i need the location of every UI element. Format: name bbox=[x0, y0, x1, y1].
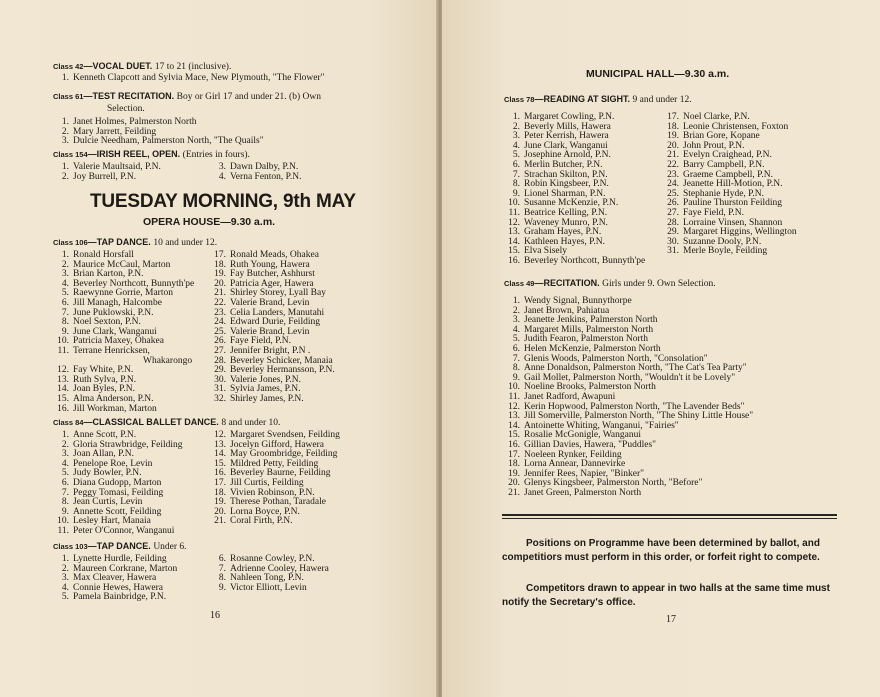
entry-name: Terrane Henricksen, bbox=[73, 345, 150, 356]
entry-name: Merlin Butcher, P.N. bbox=[524, 159, 603, 170]
ballot-notice: Positions on Programme have been determined by ballot, and competitiors must perform in this order, or forfeit right to compete. bbox=[502, 538, 820, 563]
entry-name: Beverly Mills, Hawera bbox=[524, 121, 611, 132]
entry-number: 9. bbox=[512, 188, 520, 199]
entry-name: Annette Scott, Feilding bbox=[73, 506, 162, 517]
entry-number: 9. bbox=[218, 582, 226, 593]
entry-name: Jill Curtis, Feilding bbox=[230, 477, 304, 488]
entry-column bbox=[53, 163, 161, 182]
entry-number: 14. bbox=[508, 420, 520, 431]
entry-number: 3. bbox=[61, 136, 69, 147]
entry-number: 19. bbox=[214, 497, 226, 508]
entry-number: 10. bbox=[508, 382, 520, 393]
entry-name: Elva Sisely bbox=[524, 246, 568, 257]
entry-number: 9. bbox=[61, 506, 69, 517]
entry-name: Brian Karton, P.N. bbox=[73, 269, 144, 280]
entry-name: Dulcie Needham, Palmerston North, "The Quails" bbox=[73, 136, 264, 147]
class-header: Class 49—RECITATION. Girls under 9. Own Selection. bbox=[504, 278, 716, 289]
entry-number: 9. bbox=[512, 372, 520, 383]
entry-name: June Clark, Wanganui bbox=[73, 326, 157, 337]
entry-name: Sylvia James, P.N. bbox=[230, 384, 301, 395]
entry-name: Lynette Hurdle, Feilding bbox=[73, 554, 167, 564]
entry-number: 13. bbox=[508, 227, 520, 238]
entry-number: 1. bbox=[61, 250, 69, 260]
entry-number: 1. bbox=[61, 73, 69, 83]
entry-number: 15. bbox=[214, 458, 226, 469]
entry-name: Janet Brown, Pahiatua bbox=[524, 305, 610, 316]
class-header: Class 61—TEST RECITATION. Boy or Girl 17 and under 21. (b) Own bbox=[53, 91, 321, 102]
entry-number: 12. bbox=[508, 401, 520, 412]
entry-list bbox=[504, 297, 753, 498]
entry-number: 18. bbox=[667, 121, 679, 132]
entry-number: 8. bbox=[61, 497, 69, 508]
entry-row bbox=[504, 257, 645, 267]
entry-number: 14. bbox=[508, 236, 520, 247]
entry-row bbox=[53, 173, 161, 183]
entry-name: Ronald Meads, Ohakea bbox=[230, 250, 319, 260]
entry-name: Beatrice Kelling, P.N. bbox=[524, 207, 608, 218]
entry-name: Valerie Jones, P.N. bbox=[230, 374, 301, 385]
entry-number: 15. bbox=[508, 430, 520, 441]
entry-number: 12. bbox=[57, 365, 69, 376]
entry-number: 4. bbox=[512, 140, 520, 151]
entry-number: 29. bbox=[667, 227, 679, 238]
entry-number: 1. bbox=[61, 117, 69, 127]
entry-name: Margaret Svendsen, Feilding bbox=[230, 430, 340, 440]
entry-name: Noel Clarke, P.N. bbox=[683, 112, 750, 122]
entry-name: Beverley Baurne, Feilding bbox=[230, 468, 331, 479]
entry-number: 21. bbox=[667, 150, 679, 161]
entry-name: Gillian Davies, Hawera, "Puddles" bbox=[524, 439, 657, 450]
entry-name: Jennifer Bright, P.N . bbox=[230, 345, 311, 356]
entry-number: 10. bbox=[508, 198, 520, 209]
secretary-notice: Competitors drawn to appear in two halls at the same time must notify the Secretary's office. bbox=[502, 583, 830, 608]
entry-name: Josephine Arnold, P.N. bbox=[524, 150, 611, 161]
entry-name: Whakarongo bbox=[143, 355, 193, 366]
entry-name: Stephanie Hyde, P.N. bbox=[683, 188, 765, 199]
entry-name: Noeline Brooks, Palmerston North bbox=[524, 382, 656, 393]
entry-name: Faye Field, P.N. bbox=[683, 207, 744, 218]
entry-number: 17. bbox=[214, 250, 226, 260]
entry-column bbox=[210, 163, 302, 182]
entry-number: 11. bbox=[57, 525, 69, 536]
entry-number: 3. bbox=[512, 315, 520, 326]
entry-row bbox=[504, 489, 753, 499]
venue-heading: MUNICIPAL HALL—9.30 a.m. bbox=[586, 68, 730, 80]
entry-name: Jocelyn Gifford, Hawera bbox=[230, 439, 324, 450]
entry-name: Pamela Bainbridge, P.N. bbox=[73, 592, 167, 603]
entry-name: Jill Managh, Halcombe bbox=[73, 297, 162, 308]
entry-name: Max Cleaver, Hawera bbox=[73, 573, 157, 584]
entry-number: 2. bbox=[61, 259, 69, 270]
entry-name: Alma Anderson, P.N. bbox=[73, 393, 154, 404]
entry-number: 12. bbox=[508, 217, 520, 228]
class-106-section bbox=[53, 237, 335, 416]
page-number: 17 bbox=[666, 614, 676, 625]
venue-heading: OPERA HOUSE—9.30 a.m. bbox=[143, 216, 276, 228]
entry-number: 21. bbox=[214, 516, 226, 527]
class-103-section bbox=[53, 541, 329, 605]
entry-name: Lorraine Vinsen, Shannon bbox=[683, 217, 783, 228]
entry-name: Robin Kingsbeer, P.N. bbox=[524, 179, 609, 190]
entry-number: 12. bbox=[214, 430, 226, 440]
entry-number: 13. bbox=[508, 411, 520, 422]
class-49-section bbox=[504, 278, 753, 498]
entry-number: 8. bbox=[61, 317, 69, 328]
entry-name: Faye Field, P.N. bbox=[230, 336, 291, 347]
entry-row bbox=[210, 173, 302, 183]
entry-number: 13. bbox=[214, 439, 226, 450]
entry-number: 14. bbox=[57, 384, 69, 395]
entry-number: 6. bbox=[512, 159, 520, 170]
entry-number: 30. bbox=[214, 374, 226, 385]
class-header: Class 78—READING AT SIGHT. 9 and under 12. bbox=[504, 94, 692, 105]
entry-number: 22. bbox=[667, 159, 679, 170]
entry-name: Jennifer Rees, Napier, "Binker" bbox=[524, 468, 645, 479]
entry-number: 1. bbox=[512, 296, 520, 306]
right-page bbox=[442, 0, 880, 697]
entry-number: 10. bbox=[57, 336, 69, 347]
entry-number: 14. bbox=[214, 449, 226, 460]
entry-name: Jill Workman, Marton bbox=[73, 403, 157, 414]
entry-name: Margaret Higgins, Wellington bbox=[683, 227, 797, 238]
entry-list bbox=[53, 118, 321, 147]
entry-name: Ronald Horsfall bbox=[73, 250, 134, 260]
entry-name: Vivien Robinson, P.N. bbox=[230, 487, 315, 498]
entry-number: 26. bbox=[214, 336, 226, 347]
entry-row bbox=[53, 74, 325, 84]
left-page bbox=[0, 0, 438, 697]
class-78-section bbox=[504, 94, 797, 273]
entry-name: Barry Campbell, P.N. bbox=[683, 159, 765, 170]
entry-number: 21. bbox=[214, 288, 226, 299]
entry-number: 4. bbox=[61, 278, 69, 289]
entry-number: 5. bbox=[61, 468, 69, 479]
entry-name: Graham Hayes, P.N. bbox=[524, 227, 602, 238]
entry-name: Valerie Brand, Levin bbox=[230, 297, 310, 308]
entry-name: Ruth Young, Hawera bbox=[230, 259, 310, 270]
entry-number: 18. bbox=[214, 487, 226, 498]
entry-column bbox=[210, 251, 335, 405]
entry-number: 20. bbox=[214, 506, 226, 517]
entry-name: Wendy Signal, Bunnythorpe bbox=[524, 296, 632, 306]
entry-number: 27. bbox=[667, 207, 679, 218]
entry-name: Dawn Dalby, P.N. bbox=[230, 162, 299, 172]
entry-number: 15. bbox=[508, 246, 520, 257]
entry-number: 16. bbox=[508, 439, 520, 450]
entry-name: Anne Donaldson, Palmerston North, "The Cat's Tea Party" bbox=[524, 363, 747, 374]
entry-name: Lesley Hart, Manaia bbox=[73, 516, 151, 527]
entry-number: 6. bbox=[61, 477, 69, 488]
entry-name: Diana Gudopp, Marton bbox=[73, 477, 162, 488]
entry-name: Lorna Annear, Dannevirke bbox=[524, 459, 626, 470]
entry-column bbox=[210, 431, 340, 527]
entry-name: Janet Green, Palmerston North bbox=[524, 487, 642, 498]
entry-name: Lorna Boyce, P.N. bbox=[230, 506, 300, 517]
entry-name: Connie Hewes, Hawera bbox=[73, 582, 163, 593]
page-number: 16 bbox=[210, 610, 220, 621]
entry-name: Shirley James, P.N. bbox=[230, 393, 304, 404]
entry-number: 10. bbox=[57, 516, 69, 527]
entry-number: 8. bbox=[512, 363, 520, 374]
entry-number: 32. bbox=[214, 393, 226, 404]
entry-name: Coral Firth, P.N. bbox=[230, 516, 293, 527]
entry-number: 24. bbox=[667, 179, 679, 190]
entry-name: Kenneth Clapcott and Sylvia Mace, New Plymouth, "The Flower" bbox=[73, 73, 325, 83]
entry-number: 17. bbox=[214, 477, 226, 488]
entry-number: 19. bbox=[667, 131, 679, 142]
entry-number: 23. bbox=[214, 307, 226, 318]
class-154-section bbox=[53, 149, 302, 185]
entry-name: Nahleen Tong, P.N. bbox=[230, 573, 304, 584]
entry-name: Peter Kerrish, Hawera bbox=[524, 131, 609, 142]
entry-number: 11. bbox=[508, 207, 520, 218]
entry-number: 3. bbox=[61, 573, 69, 584]
entry-name: Therese Pothan, Taradale bbox=[230, 497, 326, 508]
entry-number: 4. bbox=[512, 324, 520, 335]
entry-number: 25. bbox=[667, 188, 679, 199]
entry-name: Fay Butcher, Ashhurst bbox=[230, 269, 315, 280]
entry-number: 8. bbox=[512, 179, 520, 190]
entry-name: Kerin Hopwood, Palmerston North, "The Lavender Beds" bbox=[524, 401, 745, 412]
entry-number: 3. bbox=[61, 269, 69, 280]
entry-name: Adrienne Cooley, Hawera bbox=[230, 563, 329, 574]
entry-number: 16. bbox=[508, 255, 520, 266]
entry-column bbox=[663, 113, 797, 257]
entry-number: 6. bbox=[218, 554, 226, 564]
entry-number: 16. bbox=[57, 403, 69, 414]
entry-name: June Puklowski, P.N. bbox=[73, 307, 154, 318]
entry-name: Mildred Petty, Feilding bbox=[230, 458, 319, 469]
entry-name: Judith Fearon, Palmerston North bbox=[524, 334, 649, 345]
entry-number: 4. bbox=[218, 171, 226, 182]
entry-number: 27. bbox=[214, 345, 226, 356]
entry-number: 28. bbox=[214, 355, 226, 366]
divider bbox=[502, 518, 837, 519]
entry-row bbox=[210, 395, 335, 405]
entry-number: 20. bbox=[214, 278, 226, 289]
entry-number: 3. bbox=[512, 131, 520, 142]
entry-row bbox=[53, 527, 183, 537]
entry-number: 8. bbox=[218, 573, 226, 584]
entry-number: 2. bbox=[61, 563, 69, 574]
entry-number: 20. bbox=[667, 140, 679, 151]
entry-column bbox=[53, 431, 183, 537]
entry-name: Antoinette Whiting, Wanganui, "Fairies" bbox=[524, 420, 679, 431]
entry-name: Margaret Mills, Palmerston North bbox=[524, 324, 654, 335]
entry-name: Graeme Campbell, P.N. bbox=[683, 169, 773, 180]
entry-name: Helen McKenzie, Palmerston North bbox=[524, 343, 661, 354]
entry-number: 22. bbox=[214, 297, 226, 308]
entry-name: Valerie Brand, Levin bbox=[230, 326, 310, 337]
entry-number: 18. bbox=[508, 459, 520, 470]
entry-number: 3. bbox=[218, 162, 226, 172]
entry-name: Noeleen Rynker, Feilding bbox=[524, 449, 622, 460]
class-header: Class 103—TAP DANCE. Under 6. bbox=[53, 541, 187, 552]
entry-name: Kathleen Hayes, P.N. bbox=[524, 236, 605, 247]
entry-name: Maureen Corkrane, Marton bbox=[73, 563, 178, 574]
entry-number: 7. bbox=[512, 169, 520, 180]
entry-number: 5. bbox=[61, 592, 69, 603]
entry-number: 25. bbox=[214, 326, 226, 337]
entry-number: 19. bbox=[214, 269, 226, 280]
entry-number: 7. bbox=[61, 307, 69, 318]
entry-name: Verna Fenton, P.N. bbox=[230, 171, 302, 182]
entry-number: 23. bbox=[667, 169, 679, 180]
entry-number: 21. bbox=[508, 487, 520, 498]
entry-number: 11. bbox=[508, 391, 520, 402]
entry-name: Joy Burrell, P.N. bbox=[73, 171, 137, 182]
entry-name: Maurice McCaul, Marton bbox=[73, 259, 171, 270]
entry-name: Mary Jarrett, Feilding bbox=[73, 126, 157, 137]
entry-name: Leonie Christensen, Foxton bbox=[683, 121, 789, 132]
entry-name: John Prout, P.N. bbox=[683, 140, 745, 151]
entry-name: Susanne McKenzie, P.N. bbox=[524, 198, 619, 209]
entry-number: 5. bbox=[61, 288, 69, 299]
entry-number: 17. bbox=[508, 449, 520, 460]
entry-name: Suzanne Dooly, P.N. bbox=[683, 236, 762, 247]
entry-name: Glenis Woods, Palmerston North, "Consolation" bbox=[524, 353, 708, 364]
entry-row bbox=[53, 593, 177, 603]
entry-name: Patricia Maxey, Ohakea bbox=[73, 336, 164, 347]
entry-name: Janet Radford, Awapuni bbox=[524, 391, 616, 402]
entry-name: Strachan Skilton, P.N. bbox=[524, 169, 608, 180]
entry-number: 24. bbox=[214, 317, 226, 328]
entry-number: 17. bbox=[667, 112, 679, 122]
entry-name: Penelope Roe, Levin bbox=[73, 458, 153, 469]
entry-number: 13. bbox=[57, 374, 69, 385]
entry-number: 2. bbox=[512, 305, 520, 316]
entry-name: Lionel Sharman, P.N. bbox=[524, 188, 606, 199]
entry-name: Peter O'Connor, Wanganui bbox=[73, 525, 175, 536]
entry-number: 2. bbox=[61, 171, 69, 182]
entry-number: 2. bbox=[61, 126, 69, 137]
entry-number: 9. bbox=[61, 326, 69, 337]
entry-row bbox=[53, 405, 194, 415]
entry-number: 4. bbox=[61, 582, 69, 593]
entry-number: 7. bbox=[61, 487, 69, 498]
entry-number: 31. bbox=[214, 384, 226, 395]
entry-number: 19. bbox=[508, 468, 520, 479]
entry-name: Rosalie McGonigle, Wanganui bbox=[524, 430, 641, 441]
entry-name: Rosanne Cowley, P.N. bbox=[230, 554, 315, 564]
entry-number: 2. bbox=[61, 439, 69, 450]
entry-name: Beverley Northcott, Bunnyth'pe bbox=[524, 255, 646, 266]
entry-name: Waveney Munro, P.N. bbox=[524, 217, 608, 228]
entry-row bbox=[210, 517, 340, 527]
entry-name: Peggy Tomasi, Feilding bbox=[73, 487, 164, 498]
entry-name: Janet Holmes, Palmerston North bbox=[73, 117, 197, 127]
entry-name: Noel Sexton, P.N. bbox=[73, 317, 141, 328]
class-header: Class 42—VOCAL DUET. 17 to 21 (inclusive). bbox=[53, 61, 232, 72]
entry-number: 30. bbox=[667, 236, 679, 247]
entry-number: 6. bbox=[61, 297, 69, 308]
entry-number: 7. bbox=[218, 563, 226, 574]
entry-number: 31. bbox=[667, 246, 679, 257]
entry-column bbox=[210, 555, 329, 593]
entry-row bbox=[663, 247, 797, 257]
entry-name: Glenys Kingsbeer, Palmerston North, "Before" bbox=[524, 478, 703, 489]
entry-name: Beverley Hermansson, P.N. bbox=[230, 365, 335, 376]
entry-name: Jean Curtis, Levin bbox=[73, 497, 143, 508]
divider bbox=[502, 514, 837, 516]
entry-number: 1. bbox=[61, 554, 69, 564]
entry-list bbox=[53, 74, 325, 84]
entry-name: May Groombridge, Feilding bbox=[230, 449, 338, 460]
entry-name: Gloria Strawbridge, Feilding bbox=[73, 439, 183, 450]
class-header: Class 84—CLASSICAL BALLET DANCE. 8 and under 10. bbox=[53, 417, 281, 428]
entry-name: Jill Somerville, Palmerston North, "The Shiny Little House" bbox=[524, 411, 754, 422]
entry-row bbox=[210, 584, 329, 594]
entry-number: 11. bbox=[57, 345, 69, 356]
entry-name: Beverley Northcott, Bunnyth'pe bbox=[73, 278, 195, 289]
class-61-section: Class 61—TEST RECITATION. Boy or Girl 17 and under 21. (b) Own Selection. 1. Janet Holmes, Palmerston North 2. Mary Jarrett, Feilding 3. Dulcie Needham, Palmerston North, "The Quails" bbox=[53, 91, 321, 147]
entry-number: 20. bbox=[508, 478, 520, 489]
entry-number: 26. bbox=[667, 198, 679, 209]
entry-name: Joan Byles, P.N. bbox=[73, 384, 136, 395]
entry-name: Shirley Storey, Lyall Bay bbox=[230, 288, 326, 299]
entry-name: Beverley Schicker, Manaia bbox=[230, 355, 333, 366]
entry-name: Jeanette Jenkins, Palmerston North bbox=[524, 315, 658, 326]
entry-name: Joan Allan, P.N. bbox=[73, 449, 134, 460]
entry-name: Merle Boyle, Feilding bbox=[683, 246, 768, 257]
entry-number: 1. bbox=[512, 112, 520, 122]
entry-number: 18. bbox=[214, 259, 226, 270]
entry-name: Celia Landers, Manutahi bbox=[230, 307, 325, 318]
entry-number: 15. bbox=[57, 393, 69, 404]
entry-column bbox=[504, 113, 645, 267]
entry-column bbox=[53, 251, 194, 414]
entry-name: June Clark, Wanganui bbox=[524, 140, 608, 151]
entry-number: 1. bbox=[61, 430, 69, 440]
entry-number: 2. bbox=[512, 121, 520, 132]
entry-name: Raewynne Gorrie, Marton bbox=[73, 288, 173, 299]
entry-column bbox=[53, 555, 177, 603]
entry-number: 7. bbox=[512, 353, 520, 364]
entry-number: 6. bbox=[512, 343, 520, 354]
entry-name: Evelyn Craighead, P.N. bbox=[683, 150, 772, 161]
entry-number: 28. bbox=[667, 217, 679, 228]
class-header: Class 154—IRISH REEL, OPEN. (Entries in fours). bbox=[53, 149, 250, 160]
entry-name: Judy Bowler, P.N. bbox=[73, 468, 142, 479]
entry-name: Patricia Ager, Hawera bbox=[230, 278, 314, 289]
entry-name: Valerie Maultsaid, P.N. bbox=[73, 162, 161, 172]
session-title: TUESDAY MORNING, 9th MAY bbox=[90, 191, 356, 212]
entry-name: Gail Mollet, Palmerston North, "Wouldn't it be Lovely" bbox=[524, 372, 736, 383]
entry-number: 1. bbox=[61, 162, 69, 172]
entry-number: 5. bbox=[512, 334, 520, 345]
entry-number: 29. bbox=[214, 365, 226, 376]
entry-name: Margaret Cowling, P.N. bbox=[524, 112, 615, 122]
entry-name: Victor Elliott, Levin bbox=[230, 582, 307, 593]
entry-number: 3. bbox=[61, 449, 69, 460]
class-header: Class 106—TAP DANCE. 10 and under 12. bbox=[53, 237, 218, 248]
entry-row bbox=[53, 137, 321, 147]
entry-name: Brian Gore, Kopane bbox=[683, 131, 760, 142]
entry-number: 5. bbox=[512, 150, 520, 161]
entry-name: Anne Scott, P.N. bbox=[73, 430, 137, 440]
class-84-section bbox=[53, 417, 340, 541]
entry-name: Edward Durie, Feilding bbox=[230, 317, 320, 328]
entry-name: Pauline Thurston Feilding bbox=[683, 198, 783, 209]
entry-name: Jeanette Hill-Motion, P.N. bbox=[683, 179, 783, 190]
entry-name: Ruth Sylva, P.N. bbox=[73, 374, 137, 385]
entry-number: 16. bbox=[214, 468, 226, 479]
entry-name: Fay White, P.N. bbox=[73, 365, 134, 376]
entry-number: 4. bbox=[61, 458, 69, 469]
class-42-section bbox=[53, 61, 325, 84]
